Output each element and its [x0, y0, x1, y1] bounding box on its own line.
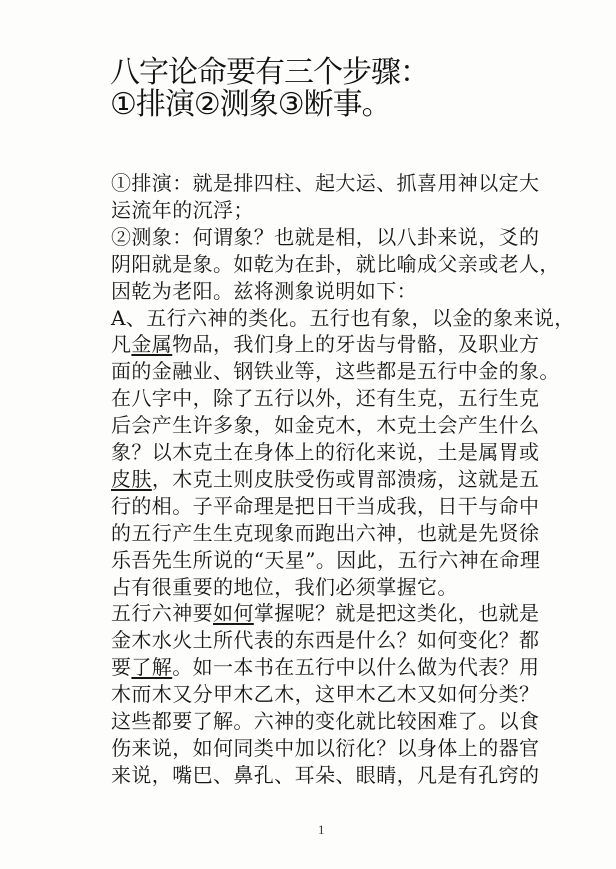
text-segment: 占有很重要的地位，我们必须掌握它。 — [111, 574, 458, 599]
text-segment: 木而木又分甲木乙木，这甲木乙木又如何分类？ — [111, 682, 540, 707]
text-line — [111, 654, 539, 680]
text-segment: A、五行六神的类化。五行也有象，以金的象来说， — [111, 305, 575, 330]
text-segment: 乐吾先生所说的“天星”。因此，五行六神在命理 — [111, 547, 541, 572]
text-line — [111, 600, 539, 626]
text-line — [111, 197, 254, 223]
text-line — [111, 735, 539, 761]
text-segment: ，木克土则皮肤受伤或胃部溃疡，这就是五 — [151, 466, 540, 491]
text-line — [111, 170, 539, 196]
text-segment: 伤来说，如何同类中加以衍化？以身体上的器官 — [111, 735, 540, 760]
text-line — [111, 547, 540, 573]
underlined-text: 金属 — [131, 332, 173, 357]
text-segment: 金木水火土所代表的东西是什么？如何变化？都 — [111, 628, 540, 653]
text-segment: 在八字中，除了五行以外，还有生克，五行生克 — [111, 386, 540, 411]
underlined-text: 如何 — [213, 601, 254, 626]
text-line — [111, 466, 539, 492]
text-line — [111, 708, 539, 734]
text-line — [111, 439, 539, 465]
text-line — [111, 251, 560, 277]
text-segment: 要 — [111, 655, 132, 680]
text-segment: 面的金融业、钢铁业等，这些都是五行中金的象。 — [111, 359, 560, 384]
title-line-2: ①排演②测象③断事。 — [110, 87, 391, 122]
text-segment: 这些都要了解。六神的变化就比较困难了。以食 — [111, 709, 540, 733]
text-line — [111, 493, 539, 519]
title-line-1: 八字论命要有三个步骤： — [110, 55, 429, 90]
text-segment: 的五行产生生克现象而跑出六神，也就是先贤徐 — [111, 520, 540, 545]
text-line — [111, 762, 539, 788]
text-segment: 五行六神要 — [111, 601, 213, 626]
text-line — [111, 278, 417, 304]
text-line — [111, 224, 539, 250]
text-line — [111, 574, 458, 600]
text-segment: 因乾为老阳。兹将测象说明如下： — [111, 278, 417, 303]
text-segment: 掌握呢？就是把这类化，也就是 — [253, 601, 540, 626]
text-line — [111, 412, 539, 438]
text-segment: 行的相。子平命理是把日干当成我，日干与命中 — [111, 493, 540, 518]
underlined-text: 皮肤 — [111, 466, 152, 491]
text-segment: ②测象：何谓象？也就是相，以八卦来说，爻的 — [111, 224, 540, 249]
text-segment: 物品，我们身上的牙齿与骨骼，及职业方 — [172, 332, 540, 357]
text-line — [111, 627, 539, 653]
text-line — [111, 385, 539, 411]
text-line — [111, 358, 560, 384]
text-line — [111, 305, 575, 331]
text-segment: 运流年的沉浮； — [111, 197, 254, 222]
text-line — [111, 520, 539, 546]
text-segment: 。如一本书在五行中以什么做为代表？用 — [172, 655, 540, 680]
text-line — [111, 331, 539, 357]
text-line — [111, 681, 539, 707]
text-segment: 后会产生许多象，如金克木，木克土会产生什么 — [111, 413, 540, 438]
text-segment: 来说，嘴巴、鼻孔、耳朵、眼睛，凡是有孔窍的 — [111, 762, 540, 787]
underlined-text: 了解 — [131, 655, 173, 680]
text-segment: 阴阳就是象。如乾为在卦，就比喻成父亲或老人， — [111, 251, 560, 276]
text-segment: ①排演：就是排四柱、起大运、抓喜用神以定大 — [111, 171, 540, 195]
text-segment: 凡 — [111, 332, 132, 357]
text-segment: 象？以木克土在身体上的衍化来说，土是属胃或 — [111, 440, 540, 464]
page-number: 1 — [318, 822, 325, 837]
